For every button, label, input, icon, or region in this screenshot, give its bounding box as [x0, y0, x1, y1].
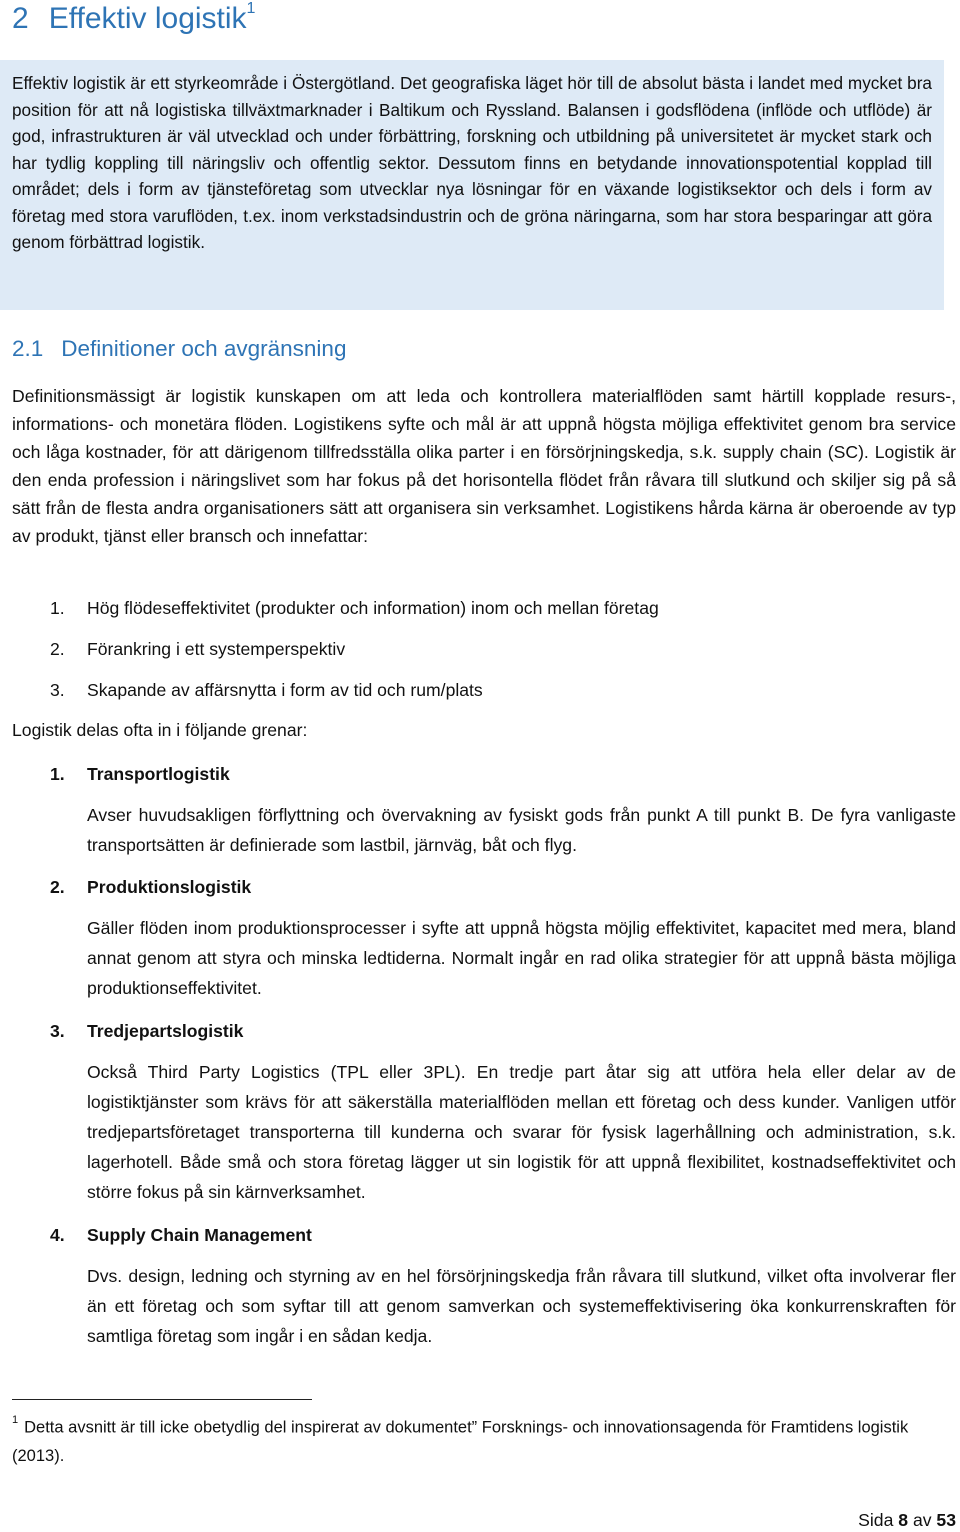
core-list	[50, 594, 956, 704]
branch-number: 2.	[50, 877, 65, 897]
branch-number: 3.	[50, 1021, 65, 1041]
list-item-text: Hög flödeseffektivitet (produkter och information) inom och mellan företag	[87, 598, 659, 618]
subsection-title: Definitioner och avgränsning	[61, 336, 347, 361]
subsection-heading	[12, 336, 346, 362]
footnote-text: Detta avsnitt är till icke obetydlig del inspirerat av dokumentet” Forsknings- och innovationsagenda för Framtidens logistik (2013).	[12, 1418, 909, 1465]
list-item	[50, 635, 956, 663]
branch-number: 1.	[50, 764, 65, 784]
branch-name: Tredjepartslogistik	[87, 1021, 244, 1041]
branch-description: Avser huvudsakligen förflyttning och övervakning av fysiskt gods från punkt A till punkt B. De fyra vanligaste transportsätten är definierade som lastbil, järnväg, båt och flyg.	[87, 805, 956, 855]
list-item-number: 2.	[50, 639, 65, 659]
footnote	[12, 1409, 956, 1470]
page-number	[858, 1510, 956, 1531]
footnote-divider	[12, 1399, 312, 1400]
current-page: 8	[898, 1510, 909, 1530]
list-item-number: 1.	[50, 598, 65, 618]
page-label: Sida	[858, 1510, 894, 1530]
section-title: Effektiv logistik	[48, 2, 247, 35]
list-item	[50, 594, 956, 622]
list-item-number: 3.	[50, 680, 65, 700]
definition-paragraph: Definitionsmässigt är logistik kunskapen om att leda och kontrollera materialflöden samt härtill kopplade resurs-, informations- och monetära flöden. Logistikens syfte och mål är att uppnå högsta möjliga effektivitet genom bra service och låga kostnader, för att därigenom tillfredsställa olika parter i en försörjningskedja, s.k. supply chain (SC). Logistik är den enda profession i näringslivet som har fokus på det horisontella flödet från råvara till slutkund och skiljer sig på så sätt från de flesta andra organisationers sätt att organisera sin verksamhet. Logistikens hårda kärna är oberoende av typ av produkt, tjänst eller bransch och innefattar:	[12, 386, 956, 546]
branch-name: Transportlogistik	[87, 764, 230, 784]
subsection-number: 2.1	[12, 336, 44, 361]
section-number: 2	[12, 2, 29, 35]
list-item-text: Förankring i ett systemperspektiv	[87, 639, 346, 659]
page-separator: av	[912, 1510, 932, 1530]
section-heading	[12, 2, 255, 36]
intro-paragraph: Effektiv logistik är ett styrkeområde i Östergötland. Det geografiska läget hör till de absolut bästa i landet med mycket bra position för att nå logistiska tillväxtmarknader i Baltikum och Ryssland. Balansen i godsflödena (inflöde och utflöde) är god, infrastrukturen är väl utvecklad och under förbättring, forskning och utbildning på universitetet är mycket stark och har tydlig koppling till näringsliv och offentlig sektor. Dessutom finns en betydande innovationspotential kopplad till området; dels i form av tjänsteföretag som utvecklar nya lösningar för en växande logistiksektor och dels i form av företag med stora varuflöden, t.ex. inom verkstadsindustrin och de gröna näringarna, som har stora besparingar att göra genom förbättrad logistik.	[12, 73, 932, 252]
branch-name: Produktionslogistik	[87, 877, 252, 897]
total-pages: 53	[936, 1510, 956, 1530]
branch-name: Supply Chain Management	[87, 1225, 312, 1245]
branch-title	[50, 1017, 243, 1045]
branch-title	[50, 873, 251, 901]
branch-title	[50, 1221, 312, 1249]
footnote-mark: 1	[12, 1414, 19, 1426]
branch-description: Gäller flöden inom produktionsprocesser i syfte att uppnå högsta möjlig effektivitet, kapacitet med mera, bland annat genom att styra och minska ledtiderna. Normalt ingår en rad olika strategier för att uppnå bästa möjliga produktionseffektivitet.	[87, 918, 956, 998]
branch-description: Också Third Party Logistics (TPL eller 3PL). En tredje part åtar sig att utföra hela eller delar av de logistiktjänster som krävs för att säkerställa materialflöden mellan ett företag och dess kunder. Vanligen utför tredjepartsföretaget transporterna till kunderna och svarar för fysisk lagerhållning och administration, s.k. lagerhotell. Både små och stora företag lägger ut sin logistik för att uppnå flexibilitet, kostnadseffektivitet och större fokus på sin kärnverksamhet.	[87, 1062, 956, 1202]
branch-description: Dvs. design, ledning och styrning av en hel försörjningskedja från råvara till slutkund, vilket ofta involverar fler än ett företag och som syftar till att genom samverkan och systemeffektivisering öka konkurrenskraften för samtliga företag som ingår i en sådan kedja.	[87, 1266, 956, 1346]
footnote-reference: 1	[246, 0, 256, 17]
list-item	[50, 676, 956, 704]
intro-highlight-box	[0, 60, 944, 310]
branches-intro: Logistik delas ofta in i följande grenar:	[12, 720, 308, 740]
branch-number: 4.	[50, 1225, 65, 1245]
list-item-text: Skapande av affärsnytta i form av tid och rum/plats	[87, 680, 483, 700]
branch-title	[50, 760, 230, 788]
